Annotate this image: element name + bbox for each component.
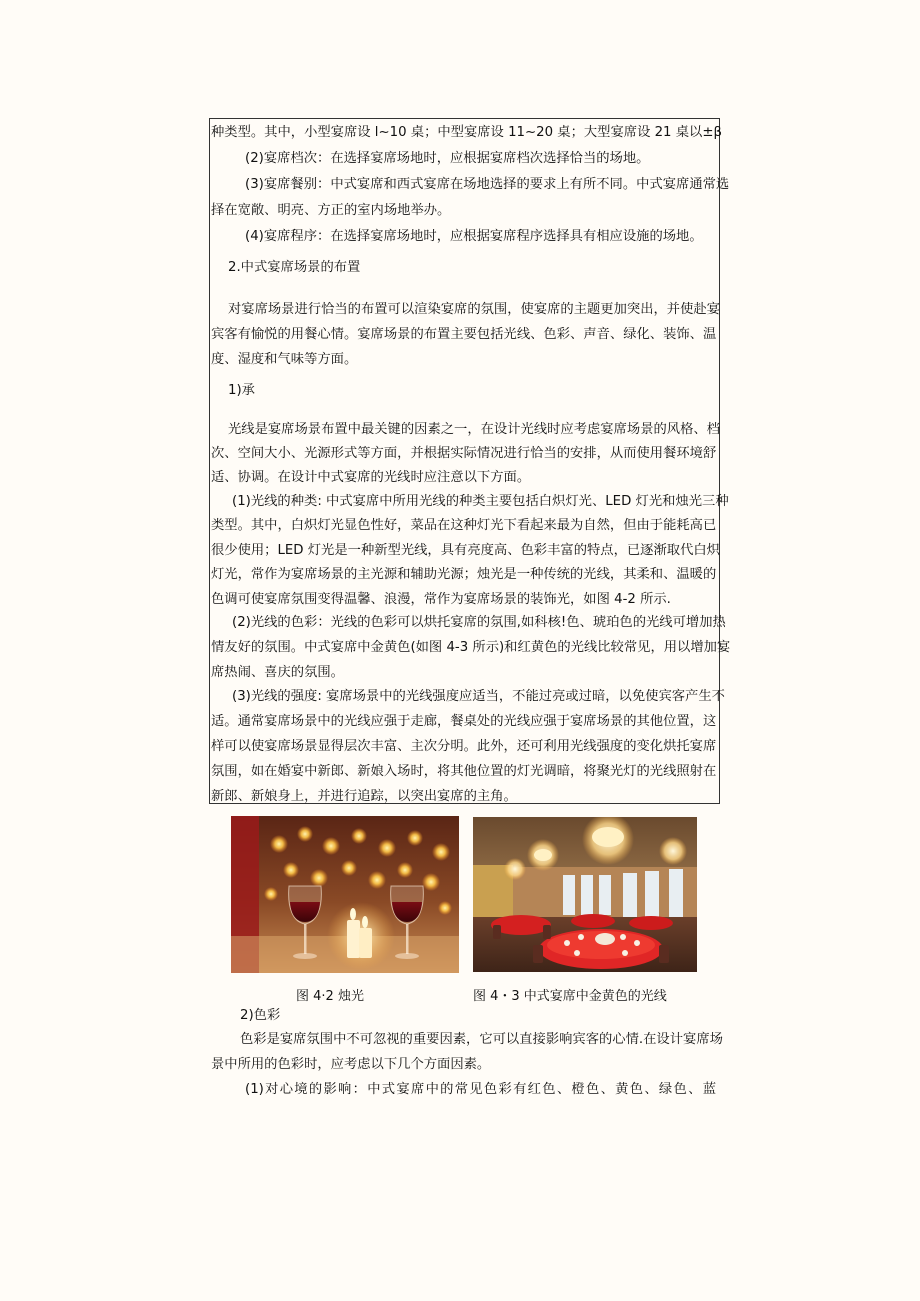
para-line: 宾客有愉悦的用餐心情。宴席场景的布置主要包括光线、色彩、声音、绿化、装饰、温 <box>211 327 717 342</box>
candlelight-illustration <box>231 816 459 973</box>
banquet-hall-illustration <box>473 817 697 972</box>
para-line: 对宴席场景进行恰当的布置可以渲染宴席的氛围，使宴席的主题更加突出，并使赴宴 <box>228 302 720 317</box>
para-line: 种类型。其中，小型宴席设 l~10 桌；中型宴席设 11~20 桌；大型宴席设 21 桌以±β <box>211 125 722 140</box>
para-line: (2)宴席档次：在选择宴席场地时，应根据宴席档次选择恰当的场地。 <box>245 151 650 166</box>
para-line: 类型。其中，白炽灯光显色性好，菜品在这种灯光下看起来最为自然，但由于能耗高已 <box>211 518 717 533</box>
section-heading: 2.中式宴席场景的布置 <box>228 260 361 275</box>
para-line: 适。通常宴席场景中的光线应强于走廊，餐桌处的光线应强于宴席场景的其他位置，这 <box>211 714 717 729</box>
subsection-heading: 2)色彩 <box>240 1008 281 1023</box>
para-line: (3)宴席餐别：中式宴席和西式宴席在场地选择的要求上有所不同。中式宴席通常选 <box>245 177 730 192</box>
para-line: (1)光线的种类: 中式宴席中所用光线的种类主要包括白炽灯光、LED 灯光和烛光三种 <box>232 494 729 509</box>
para-line: 情友好的氛围。中式宴席中金黄色(如图 4-3 所示)和红黄色的光线比较常见，用以增加宴 <box>211 640 731 655</box>
figure-4-3-caption: 图 4・3 中式宴席中金黄色的光线 <box>473 989 667 1004</box>
para-line: 适、协调。在设计中式宴席的光线时应注意以下方面。 <box>211 470 531 485</box>
subsection-heading: 1)承 <box>228 383 255 398</box>
para-line: 色彩是宴席氛围中不可忽视的重要因素，它可以直接影响宾客的心情.在设计宴席场 <box>240 1032 723 1047</box>
para-line: 氛围，如在婚宴中新郎、新娘入场时，将其他位置的灯光调暗，将聚光灯的光线照射在 <box>211 764 717 779</box>
para-line: (2)光线的色彩：光线的色彩可以烘托宴席的氛围,如科核!色、琥珀色的光线可增加热 <box>232 615 726 630</box>
para-line: 灯光，常作为宴席场景的主光源和辅助光源；烛光是一种传统的光线，其柔和、温暖的 <box>211 567 717 582</box>
banquet-hall-photo <box>473 817 697 972</box>
para-line: 席热闹、喜庆的氛围。 <box>211 665 344 680</box>
para-line: (1)对心境的影响：中式宴席中的常见色彩有红色、橙色、黄色、绿色、蓝 <box>245 1082 716 1097</box>
para-line: (3)光线的强度: 宴席场景中的光线强度应适当，不能过亮或过暗，以免使宾客产生不 <box>232 689 725 704</box>
para-line: 色调可使宴席氛围变得温馨、浪漫，常作为宴席场景的装饰光，如图 4-2 所示. <box>211 592 671 607</box>
para-line: (4)宴席程序：在选择宴席场地时，应根据宴席程序选择具有相应设施的场地。 <box>245 229 703 244</box>
figure-4-2-caption: 图 4·2 烛光 <box>296 989 364 1004</box>
candlelight-photo <box>231 816 459 973</box>
para-line: 新郎、新娘身上，并进行追踪，以突出宴席的主角。 <box>211 789 517 804</box>
para-line: 很少使用；LED 灯光是一种新型光线，具有亮度高、色彩丰富的特点，已逐渐取代白炽 <box>211 543 720 558</box>
para-line: 样可以使宴席场景显得层次丰富、主次分明。此外，还可利用光线强度的变化烘托宴席 <box>211 739 717 754</box>
para-line: 度、湿度和气味等方面。 <box>211 352 358 367</box>
para-line: 光线是宴席场景布置中最关键的因素之一，在设计光线时应考虑宴席场景的风格、档 <box>228 422 720 437</box>
para-line: 择在宽敞、明亮、方正的室内场地举办。 <box>211 203 451 218</box>
para-line: 次、空间大小、光源形式等方面，并根据实际情况进行恰当的安排，从而使用餐环境舒 <box>211 446 717 461</box>
para-line: 景中所用的色彩时，应考虑以下几个方面因素。 <box>211 1057 491 1072</box>
